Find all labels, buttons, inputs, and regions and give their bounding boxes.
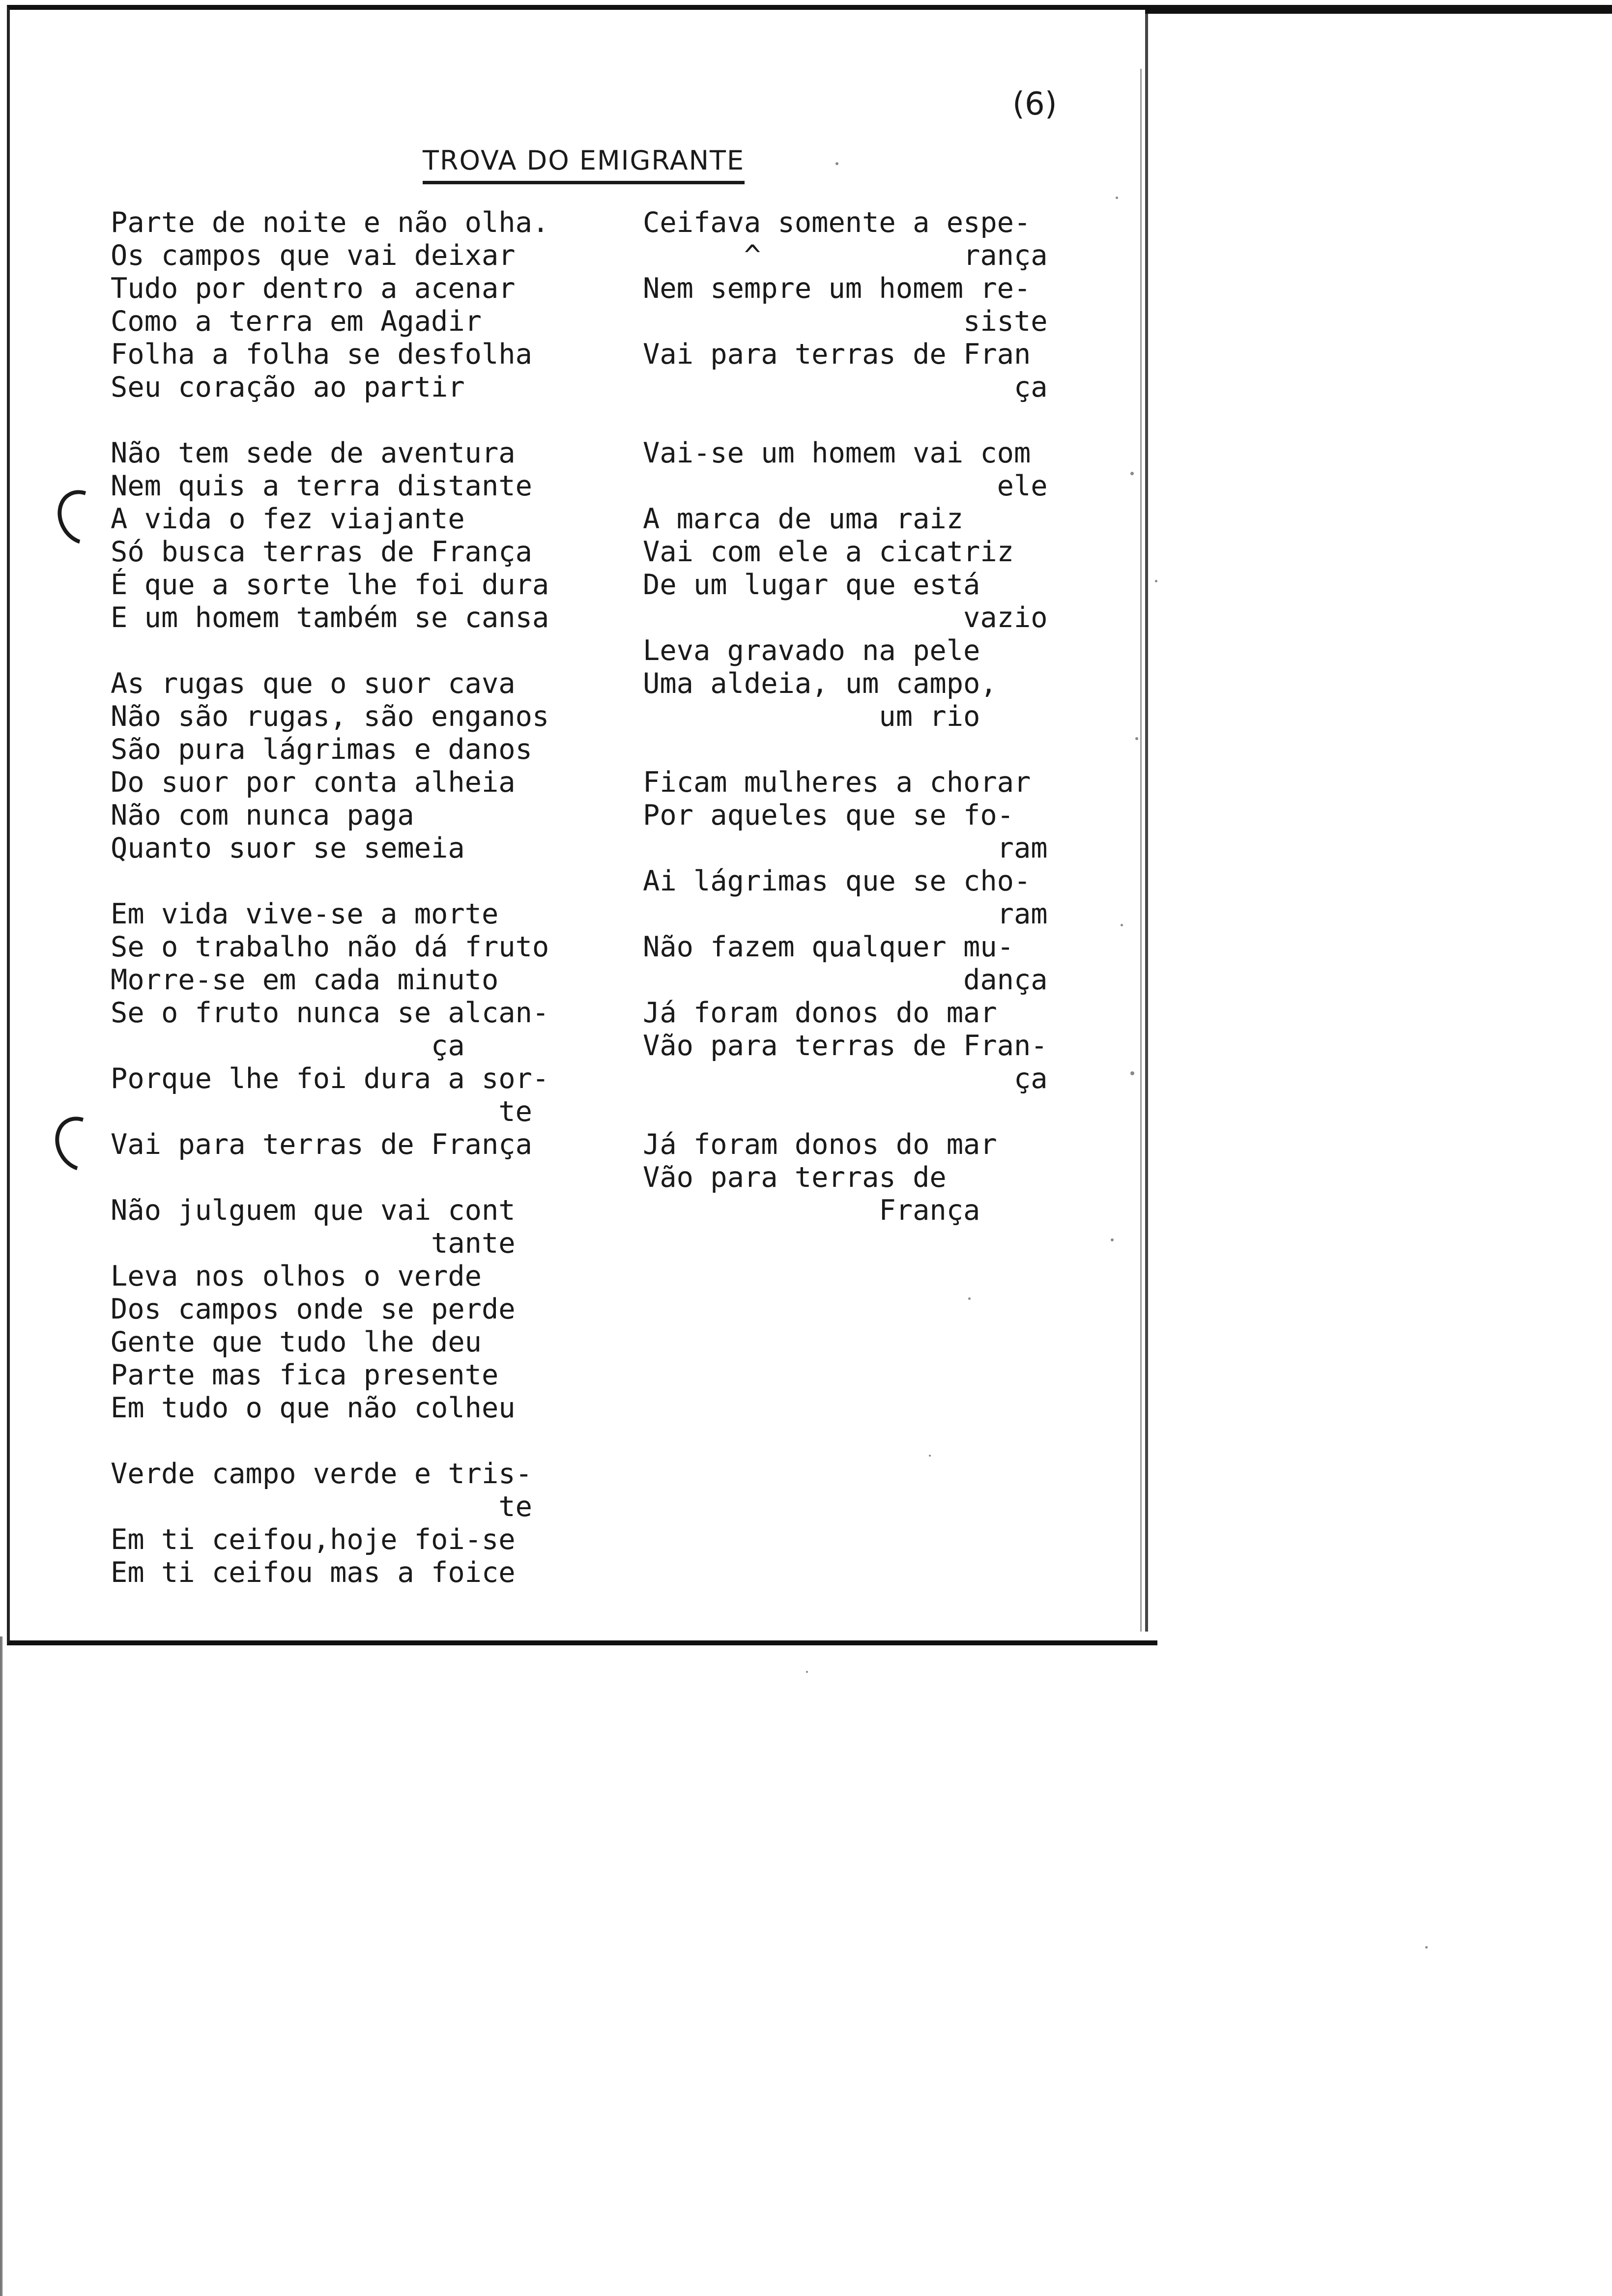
poem-stanza: [111, 437, 549, 634]
poem-line: Dos campos onde se perde: [111, 1293, 516, 1325]
poem-line: Em ti ceifou,hoje foi-se: [111, 1523, 516, 1556]
poem-line: ram: [643, 898, 1048, 930]
poem-line: É que a sorte lhe foi dura: [111, 569, 549, 601]
scan-speck: [968, 1297, 971, 1300]
poem-stanza: [111, 898, 549, 1161]
page-right-edge: [1145, 10, 1148, 1632]
poem-line: Leva gravado na pele: [643, 634, 980, 667]
scan-speck: [1116, 197, 1118, 199]
poem-line: ça: [111, 1030, 465, 1062]
poem-line: Nem sempre um homem re-: [643, 272, 1031, 305]
poem-line: Morre-se em cada minuto: [111, 964, 499, 996]
poem-line: Não com nunca paga: [111, 799, 414, 832]
poem-line: Por aqueles que se fo-: [643, 799, 1014, 832]
poem-stanza: [643, 437, 1048, 733]
poem-line: Como a terra em Agadir: [111, 305, 482, 338]
page-number: (6): [1012, 86, 1057, 122]
poem-line: Já foram donos do mar: [643, 1128, 997, 1161]
poem-line: E um homem também se cansa: [111, 602, 549, 634]
poem-line: De um lugar que está: [643, 569, 980, 601]
poem-line: Vai para terras de França: [111, 1128, 532, 1161]
scan-speck: [806, 1671, 808, 1673]
poem-left-column: [111, 206, 549, 1622]
left-edge-shadow: [0, 1636, 15, 2296]
scan-speck: [1425, 1946, 1428, 1949]
poem-line: São pura lágrimas e danos: [111, 733, 532, 766]
scan-speck: [1121, 924, 1123, 926]
poem-line: dança: [643, 964, 1048, 996]
poem-line: Parte de noite e não olha.: [111, 206, 549, 239]
poem-stanza: [643, 206, 1048, 404]
poem-line: ça: [643, 371, 1048, 403]
poem-line: Vai com ele a cicatriz: [643, 536, 1014, 568]
poem-line: vazio: [643, 602, 1048, 634]
poem-line: Do suor por conta alheia: [111, 766, 516, 799]
poem-line: Uma aldeia, um campo,: [643, 667, 997, 700]
poem-line: As rugas que o suor cava: [111, 667, 516, 700]
poem-line: Quanto suor se semeia: [111, 832, 465, 864]
poem-line: Seu coração ao partir: [111, 371, 465, 403]
poem-stanza: [111, 206, 549, 404]
poem-line: Folha a folha se desfolha: [111, 338, 532, 371]
poem-line: tante: [111, 1227, 516, 1260]
scan-speck: [1155, 580, 1157, 582]
scan-speck: [1111, 1238, 1114, 1241]
poem-line: Em tudo o que não colheu: [111, 1392, 516, 1424]
poem-line: Porque lhe foi dura a sor-: [111, 1062, 549, 1095]
poem-line: ça: [643, 1062, 1048, 1095]
scan-speck: [835, 162, 838, 165]
poem-line: siste: [643, 305, 1048, 338]
poem-line: Se o trabalho não dá fruto: [111, 931, 549, 963]
poem-right-column: [643, 206, 1048, 1260]
poem-line: Ficam mulheres a chorar: [643, 766, 1031, 799]
poem-stanza: [111, 1194, 549, 1425]
poem-line: Não fazem qualquer mu-: [643, 931, 1014, 963]
poem-line: Vão para terras de: [643, 1161, 947, 1194]
poem-line: te: [111, 1491, 532, 1523]
scan-speck: [1130, 472, 1134, 475]
scan-speck: [1135, 737, 1138, 740]
poem-line: Vão para terras de Fran-: [643, 1030, 1048, 1062]
poem-line: Não são rugas, são enganos: [111, 700, 549, 733]
poem-line: ram: [643, 832, 1048, 864]
poem-line: Não julguem que vai cont: [111, 1194, 516, 1227]
poem-line: Gente que tudo lhe deu: [111, 1326, 482, 1358]
poem-line: A vida o fez viajante: [111, 503, 465, 535]
poem-line: Ceifava somente a espe-: [643, 206, 1031, 239]
poem-line: Não tem sede de aventura: [111, 437, 516, 469]
poem-line: Vai para terras de Fran: [643, 338, 1031, 371]
scan-speck: [1130, 1071, 1134, 1075]
poem-line: Em ti ceifou mas a foice: [111, 1556, 516, 1589]
poem-stanza: [111, 667, 549, 865]
poem-stanza: [111, 1458, 549, 1589]
poem-line: A marca de uma raiz: [643, 503, 964, 535]
poem-line: Nem quis a terra distante: [111, 470, 532, 502]
scan-speck: [929, 1455, 931, 1457]
poem-line: França: [643, 1194, 980, 1227]
poem-line: ele: [643, 470, 1048, 502]
poem-line: Leva nos olhos o verde: [111, 1260, 482, 1292]
poem-line: Tudo por dentro a acenar: [111, 272, 516, 305]
poem-line: Os campos que vai deixar: [111, 239, 516, 272]
poem-line: Parte mas fica presente: [111, 1359, 499, 1391]
poem-title: TROVA DO EMIGRANTE: [423, 145, 745, 184]
poem-line: Verde campo verde e tris-: [111, 1458, 532, 1490]
top-edge-rule: [1145, 5, 1612, 14]
poem-line: Em vida vive-se a morte: [111, 898, 499, 930]
poem-line: Já foram donos do mar: [643, 997, 997, 1029]
poem-line: Só busca terras de França: [111, 536, 532, 568]
poem-line: Ai lágrimas que se cho-: [643, 865, 1031, 897]
page-right-edge-shadow: [1140, 69, 1142, 1632]
poem-line: um rio: [643, 700, 980, 733]
poem-line: ^ rança: [643, 239, 1048, 272]
poem-stanza: [643, 1128, 1048, 1227]
poem-line: Se o fruto nunca se alcan-: [111, 997, 549, 1029]
poem-line: Vai-se um homem vai com: [643, 437, 1031, 469]
poem-line: te: [111, 1095, 532, 1128]
poem-stanza: [643, 766, 1048, 1095]
